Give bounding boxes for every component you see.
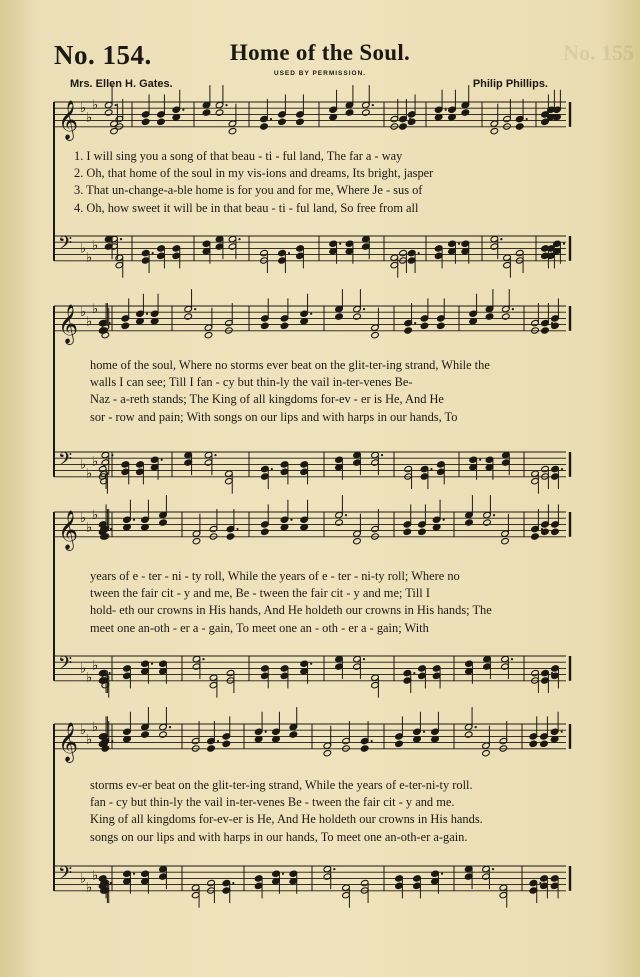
flat-icon: ♭ <box>86 466 93 482</box>
composer-credit: Philip Phillips. <box>472 78 548 90</box>
lyric-line: hold- eth our crowns in His hands, And He holdeth our crowns in His hands; The <box>90 603 492 618</box>
note-icon <box>461 240 470 264</box>
note-icon <box>254 712 266 743</box>
flat-icon: ♭ <box>86 670 93 686</box>
flat-icon: ♭ <box>80 241 87 257</box>
note-icon <box>261 504 270 535</box>
note-icon <box>551 298 560 329</box>
treble-clef-icon: 𝄞 <box>58 721 79 762</box>
note-icon <box>540 875 549 899</box>
note-icon <box>413 712 425 743</box>
note-icon <box>121 298 130 329</box>
flat-icon: ♭ <box>80 871 87 887</box>
flat-icon: ♭ <box>92 720 99 736</box>
flat-icon: ♭ <box>92 868 99 884</box>
note-icon <box>335 495 347 526</box>
lyric-line: songs on our lips and with harps in our hands, To meet one an-oth-er a-gain. <box>90 829 468 844</box>
note-icon <box>502 451 511 475</box>
treble-clef-icon: 𝄞 <box>58 509 79 550</box>
note-icon <box>390 254 399 278</box>
note-icon <box>345 240 354 264</box>
note-icon <box>483 495 495 526</box>
note-icon <box>159 495 168 526</box>
note-icon <box>202 85 211 116</box>
note-icon <box>551 504 560 535</box>
note-icon <box>371 451 383 475</box>
bass-staff <box>54 863 570 907</box>
lyric-line: Naz - a-reth stands; The King of all kingdoms for-ev - er is He, And He <box>90 392 444 407</box>
note-icon <box>335 655 344 679</box>
note-icon <box>272 712 281 743</box>
lyric-line: years of e - ter - ni - ty roll, While the years of e - ter - ni-ty roll; Where no <box>90 569 460 583</box>
lyric-line: 1. I will sing you a song of that beau - ti - ful land, The far a - way <box>74 149 403 163</box>
lyric-line: 3. That un-change-a-ble home is for you and for me, Where Je - sus of <box>74 183 423 198</box>
bass-clef-icon: 𝄢 <box>58 653 73 679</box>
note-icon <box>191 884 200 908</box>
treble-clef-icon: 𝄞 <box>58 303 79 344</box>
note-icon <box>418 504 427 535</box>
note-icon <box>280 500 292 531</box>
note-icon <box>215 85 227 116</box>
note-icon <box>278 94 287 125</box>
note-icon <box>329 240 341 264</box>
flat-icon: ♭ <box>92 454 99 470</box>
note-icon <box>342 884 351 908</box>
note-icon <box>418 665 427 689</box>
note-icon <box>136 461 145 485</box>
note-icon <box>98 504 107 535</box>
note-icon <box>150 456 162 480</box>
note-icon <box>448 240 460 264</box>
note-icon <box>502 289 514 320</box>
note-icon <box>280 461 289 485</box>
lyric-line: meet one an-oth - er a - gain, To meet one an - oth - er a - gain; With <box>90 620 429 635</box>
note-icon <box>261 298 270 329</box>
note-icon <box>172 245 181 269</box>
note-icon <box>529 716 538 747</box>
bass-clef-icon: 𝄢 <box>58 863 73 889</box>
note-icon <box>541 504 550 535</box>
treble-staff <box>54 707 570 763</box>
note-icon <box>184 289 196 320</box>
note-icon <box>300 660 312 684</box>
flat-icon: ♭ <box>80 101 87 117</box>
note-icon <box>184 451 193 475</box>
note-icon <box>141 870 150 894</box>
hymn-title: Home of the Soul. <box>229 40 411 65</box>
note-icon <box>150 294 159 325</box>
flat-icon: ♭ <box>80 457 87 473</box>
note-icon <box>335 289 344 320</box>
flat-icon: ♭ <box>86 520 93 536</box>
lyrics-block-2 <box>90 357 568 426</box>
note-icon <box>335 456 344 480</box>
note-icon <box>371 674 380 698</box>
note-icon <box>157 94 166 125</box>
note-icon <box>490 235 502 259</box>
lyric-line: 2. Oh, that home of the soul in my vis-ions and dreams, Its bright, jasper <box>74 166 434 181</box>
lyric-line: 4. Oh, how sweet it will be in that beau - ti - ful land, So free from all <box>74 200 419 215</box>
note-icon <box>141 500 150 531</box>
note-icon <box>499 884 508 908</box>
flat-icon: ♭ <box>92 98 99 114</box>
note-icon <box>202 240 211 264</box>
note-icon <box>123 500 135 531</box>
note-icon <box>121 461 130 485</box>
note-icon <box>159 865 168 889</box>
flat-icon: ♭ <box>86 250 93 266</box>
lyric-line: home of the soul, Where no storms ever beat on the glit-ter-ing strand, While the <box>90 358 490 372</box>
flat-icon: ♭ <box>92 508 99 524</box>
lyric-line: fan - cy but thin-ly the vail in-ter-venes Be - tween the fair cit - y and me. <box>90 795 455 810</box>
bass-clef-icon: 𝄢 <box>58 449 73 475</box>
permission-note: USED BY PERMISSION. <box>273 70 367 77</box>
note-icon <box>296 94 305 125</box>
lyrics-block-3 <box>90 568 568 637</box>
note-icon <box>403 504 412 535</box>
note-icon <box>551 665 560 689</box>
note-icon <box>225 470 234 494</box>
note-icon <box>469 456 481 480</box>
note-icon <box>98 875 107 899</box>
flat-icon: ♭ <box>86 732 93 748</box>
note-icon <box>485 289 494 320</box>
note-icon <box>550 712 562 743</box>
note-icon <box>434 90 446 121</box>
treble-clef-icon: 𝄞 <box>58 99 79 140</box>
note-icon <box>300 461 309 485</box>
note-icon <box>448 90 457 121</box>
note-icon <box>464 707 476 738</box>
note-icon <box>464 865 473 889</box>
note-icon <box>204 451 216 475</box>
flat-icon: ♭ <box>86 110 93 126</box>
note-icon <box>362 235 371 259</box>
note-icon <box>501 655 513 679</box>
note-icon <box>407 94 416 125</box>
flat-icon: ♭ <box>80 723 87 739</box>
note-icon <box>465 660 474 684</box>
flat-icon: ♭ <box>92 302 99 318</box>
flat-icon: ♭ <box>92 238 99 254</box>
lyric-line: King of all kingdoms for-ev-er is He, And He holdeth our crowns in His hands. <box>90 812 483 827</box>
bass-staff <box>54 449 570 493</box>
note-icon <box>413 875 422 899</box>
note-icon <box>395 716 404 747</box>
note-icon <box>420 298 429 329</box>
note-icon <box>431 870 443 894</box>
note-icon <box>209 674 218 698</box>
lyric-line: walls I can see; Till I fan - cy but thin-ly the vail in-ter-venes Be- <box>90 375 413 390</box>
flat-icon: ♭ <box>80 511 87 527</box>
note-icon <box>159 707 171 738</box>
note-icon <box>115 254 124 278</box>
note-icon <box>104 235 113 259</box>
note-icon <box>469 294 478 325</box>
flat-icon: ♭ <box>80 305 87 321</box>
note-icon <box>296 245 305 269</box>
note-icon <box>192 655 204 679</box>
note-icon <box>432 665 441 689</box>
note-icon <box>437 298 446 329</box>
flat-icon: ♭ <box>86 880 93 896</box>
note-icon <box>353 451 362 475</box>
note-icon <box>123 712 132 743</box>
note-icon <box>159 660 168 684</box>
note-icon <box>345 85 354 116</box>
note-icon <box>289 707 298 738</box>
lyrics-block-4 <box>90 777 568 846</box>
note-icon <box>280 665 289 689</box>
flat-icon: ♭ <box>86 314 93 330</box>
note-icon <box>531 470 540 494</box>
note-icon <box>254 875 263 899</box>
treble-staff <box>54 85 570 141</box>
note-icon <box>550 875 559 899</box>
note-icon <box>215 235 224 259</box>
hymn-number: No. 154. <box>54 40 152 70</box>
bass-clef-icon: 𝄢 <box>58 233 73 259</box>
note-icon <box>280 298 289 329</box>
note-icon <box>437 461 446 485</box>
lyric-line: storms ev-er beat on the glit-ter-ing strand, While the years of e-ter-ni-ty roll. <box>90 778 473 792</box>
note-icon <box>461 85 470 116</box>
note-icon <box>395 875 404 899</box>
note-icon <box>123 870 135 894</box>
note-icon <box>432 500 444 531</box>
note-icon <box>222 716 231 747</box>
note-icon <box>261 665 270 689</box>
note-icon <box>123 665 132 689</box>
treble-staff <box>54 495 570 551</box>
note-icon <box>329 90 338 121</box>
note-icon <box>353 289 365 320</box>
lyrics-block-1 <box>74 148 568 217</box>
note-icon <box>323 865 335 889</box>
note-icon <box>136 294 148 325</box>
note-icon <box>141 660 153 684</box>
note-icon <box>98 716 107 747</box>
note-icon <box>289 870 298 894</box>
note-icon <box>157 245 166 269</box>
treble-staff <box>54 289 570 345</box>
note-icon <box>503 254 512 278</box>
note-icon <box>300 294 312 325</box>
note-icon <box>465 495 474 526</box>
note-icon <box>483 655 492 679</box>
note-icon <box>300 500 309 531</box>
flat-icon: ♭ <box>80 661 87 677</box>
note-icon <box>104 85 116 116</box>
note-icon <box>141 707 150 738</box>
note-icon <box>485 456 494 480</box>
bass-staff <box>54 653 570 697</box>
note-icon <box>431 712 440 743</box>
lyric-line: sor - row and pain; With songs on our lips and with harps in our hands, To <box>90 409 458 424</box>
lyricist-credit: Mrs. Ellen H. Gates. <box>70 78 173 90</box>
bass-staff <box>54 233 570 277</box>
lyric-line: tween the fair cit - y and me, Be - tween the fair cit - y and me; Till I <box>90 586 430 601</box>
note-icon <box>434 245 443 269</box>
note-icon <box>362 85 374 116</box>
note-icon <box>353 655 365 679</box>
note-icon <box>172 90 184 121</box>
note-icon <box>141 94 150 125</box>
note-icon <box>272 870 284 894</box>
note-icon <box>482 865 494 889</box>
bleed-through-number: No. 155 <box>563 40 634 65</box>
flat-icon: ♭ <box>92 658 99 674</box>
note-icon <box>228 235 240 259</box>
note-icon <box>540 716 549 747</box>
